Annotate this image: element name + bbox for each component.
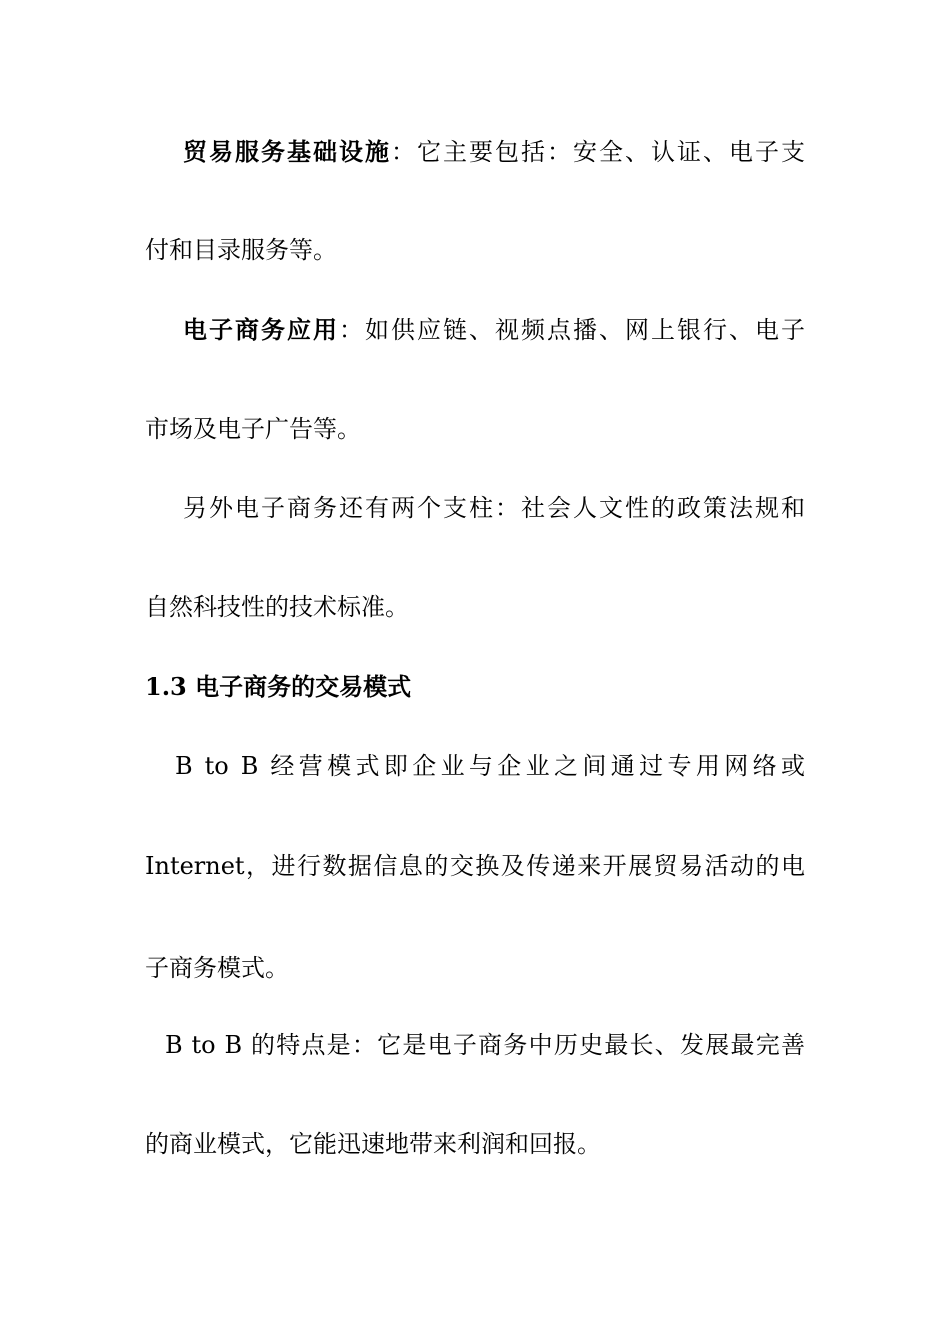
paragraph-btob-line-2: Internet，进行数据信息的交换及传递来开展贸易活动的电 [145,852,805,880]
paragraph-trade-infrastructure-line-1 [183,137,805,167]
section-heading: 1.3 电子商务的交易模式 [145,672,412,701]
paragraph-pillars-line-1: 另外电子商务还有两个支柱：社会人文性的政策法规和 [183,494,805,522]
paragraph-btob-line-3: 子商务模式。 [145,954,289,982]
paragraph-btob-features-line-2: 的商业模式，它能迅速地带来利润和回报。 [145,1130,601,1158]
paragraph-btob-features-line-1: B to B 的特点是：它是电子商务中历史最长、发展最完善 [165,1031,805,1059]
paragraph-text: ：如供应链、视频点播、网上银行、电子 [339,316,805,344]
paragraph-trade-infrastructure-line-2: 付和目录服务等。 [145,236,337,264]
paragraph-pillars-line-2: 自然科技性的技术标准。 [145,593,409,621]
paragraph-ecommerce-apps-line-2: 市场及电子广告等。 [145,415,361,443]
paragraph-btob-line-1: B to B 经营模式即企业与企业之间通过专用网络或 [175,752,805,780]
term-ecommerce-apps: 电子商务应用 [183,315,339,344]
paragraph-ecommerce-apps-line-1 [183,315,805,345]
paragraph-text: ：它主要包括：安全、认证、电子支 [391,138,805,166]
term-trade-infrastructure: 贸易服务基础设施 [183,137,391,166]
